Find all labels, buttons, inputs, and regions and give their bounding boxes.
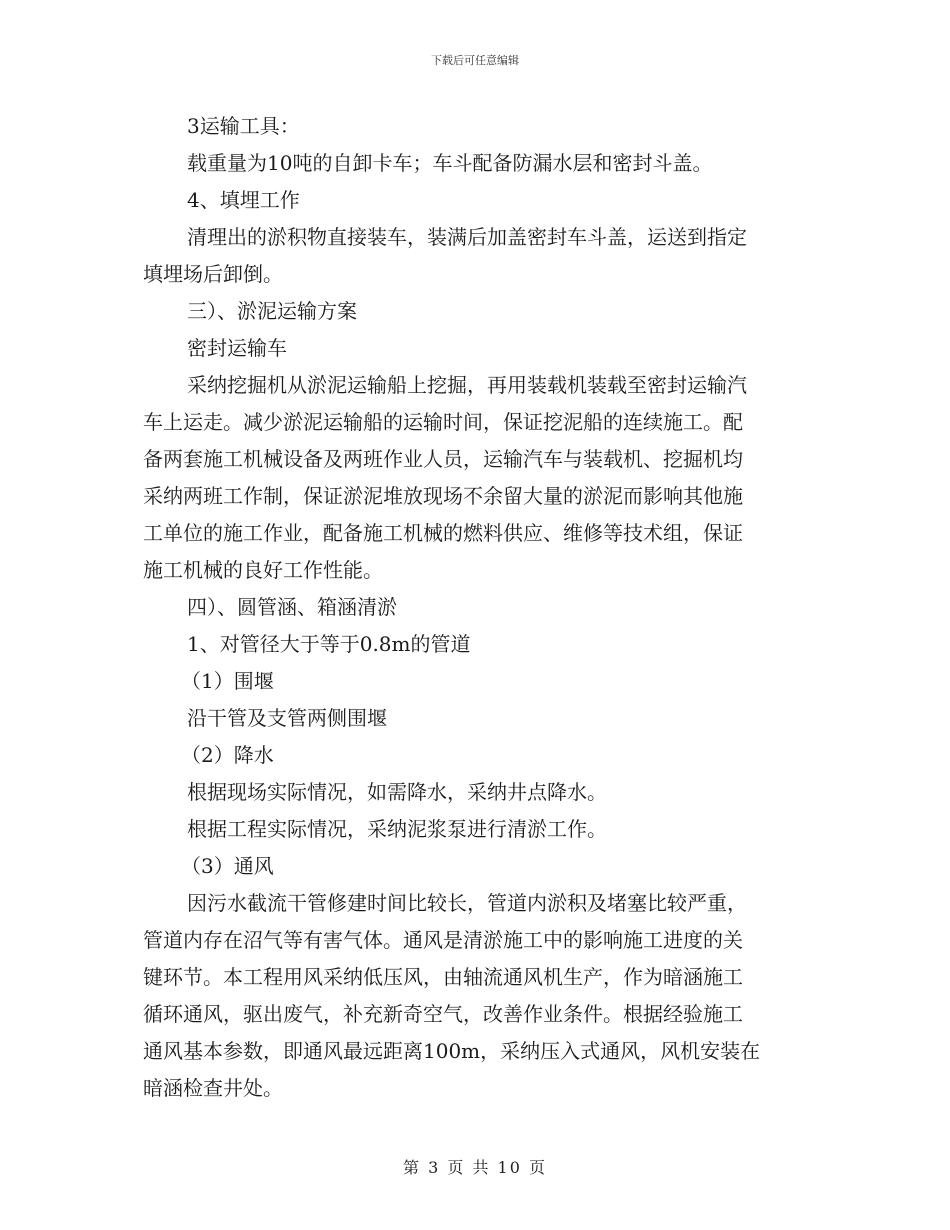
line-transport-tools-heading: 3运输工具： <box>187 114 300 138</box>
paragraph-ventilation-line-2: 管道内存在沼气等有害气体。通风是清淤施工中的影响施工进度的关 <box>143 928 743 952</box>
paragraph-ventilation-line-4: 循环通风，驱出废气，补充新奇空气，改善作业条件。根据经验施工 <box>143 1002 743 1026</box>
paragraph-ventilation-line-6: 暗涵检查井处。 <box>143 1076 283 1100</box>
paragraph-landfill-line-2: 填埋场后卸倒。 <box>143 262 283 286</box>
page-footer: 第 3 页 共 10 页 <box>403 1158 547 1177</box>
line-ventilation-heading: （3）通风 <box>181 854 274 878</box>
paragraph-sludge-line-1: 采纳挖掘机从淤泥运输船上挖掘，再用装载机装载至密封运输汽 <box>187 373 747 397</box>
line-cofferdam-heading: （1）围堰 <box>181 669 274 693</box>
section-heading-sludge-transport: 三）、淤泥运输方案 <box>187 299 357 323</box>
paragraph-ventilation-line-5: 通风基本参数，即通风最远距离100m，采纳压入式通风，风机安装在 <box>143 1039 761 1063</box>
paragraph-ventilation-line-3: 键环节。本工程用风采纳低压风，由轴流通风机生产，作为暗涵施工 <box>143 965 743 989</box>
paragraph-sludge-line-6: 施工机械的良好工作性能。 <box>143 558 383 582</box>
document-body <box>143 108 807 1107</box>
line-sealed-truck: 密封运输车 <box>187 336 287 360</box>
line-pipe-diameter-heading: 1、对管径大于等于0.8m的管道 <box>187 632 471 656</box>
paragraph-sludge-line-4: 采纳两班工作制，保证淤泥堆放现场不余留大量的淤泥而影响其他施 <box>143 484 743 508</box>
line-cofferdam-text: 沿干管及支管两侧围堰 <box>187 706 387 730</box>
paragraph-sludge-line-2: 车上运走。减少淤泥运输船的运输时间，保证挖泥船的连续施工。配 <box>143 410 743 434</box>
line-dewatering-text-2: 根据工程实际情况，采纳泥浆泵进行清淤工作。 <box>187 817 607 841</box>
page-header: 下载后可任意编辑 <box>431 54 519 67</box>
line-truck-spec: 载重量为10吨的自卸卡车；车斗配备防漏水层和密封斗盖。 <box>187 151 713 175</box>
paragraph-sludge-line-5: 工单位的施工作业，配备施工机械的燃料供应、维修等技术组，保证 <box>143 521 743 545</box>
paragraph-landfill-line-1: 清理出的淤积物直接装车，装满后加盖密封车斗盖，运送到指定 <box>187 225 747 249</box>
line-dewatering-text-1: 根据现场实际情况，如需降水，采纳井点降水。 <box>187 780 607 804</box>
paragraph-ventilation-line-1: 因污水截流干管修建时间比较长，管道内淤积及堵塞比较严重， <box>187 891 747 915</box>
paragraph-sludge-line-3: 备两套施工机械设备及两班作业人员，运输汽车与装载机、挖掘机均 <box>143 447 743 471</box>
line-landfill-heading: 4、填埋工作 <box>187 188 300 212</box>
section-heading-culvert-dredging: 四）、圆管涵、箱涵清淤 <box>187 595 397 619</box>
line-dewatering-heading: （2）降水 <box>181 743 274 767</box>
